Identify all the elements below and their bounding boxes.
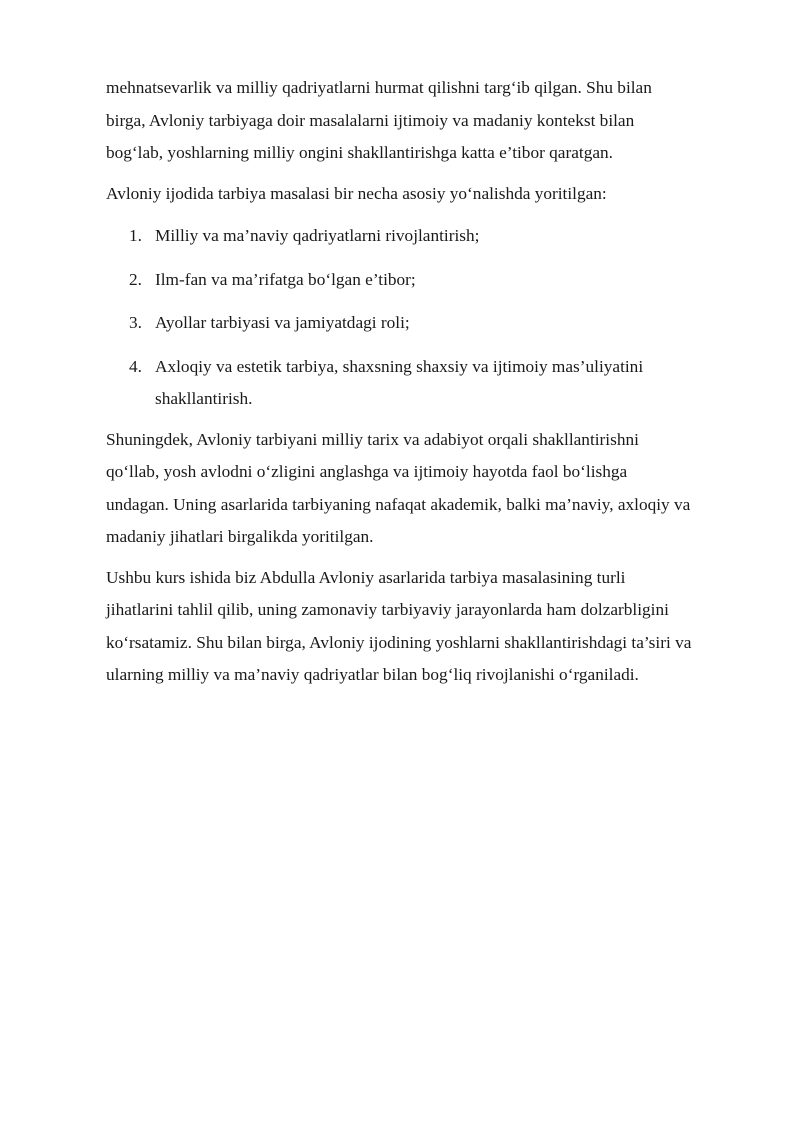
list-item <box>106 220 756 253</box>
list-item <box>106 307 756 340</box>
list-number: 4. <box>129 356 142 376</box>
text-line: Shuningdek, Avloniy tarbiyani milliy tarix va adabiyot orqali shakllantirishni <box>106 429 639 449</box>
list-item-text <box>155 351 756 416</box>
text-line: jihatlarini tahlil qilib, uning zamonaviy tarbiyaviy jarayonlarda ham dolzarbligini <box>106 600 669 619</box>
list-item <box>106 351 756 416</box>
text-line: undagan. Uning asarlarida tarbiyaning nafaqat akademik, balki ma’naviy, axloqiy va <box>106 494 691 514</box>
text-line: madaniy jihatlari birgalikda yoritilgan. <box>106 527 374 546</box>
text-line: Ayollar tarbiyasi va jamiyatdagi roli; <box>155 313 410 332</box>
list-item-text <box>155 264 756 297</box>
text-line: Ushbu kurs ishida biz Abdulla Avloniy asarlarida tarbiya masalasining turli <box>106 567 626 587</box>
text-line: Axloqiy va estetik tarbiya, shaxsning shaxsiy va ijtimoiy mas’uliyatini <box>155 356 644 376</box>
list-number: 2. <box>129 269 142 289</box>
text-line: mehnatsevarlik va milliy qadriyatlarni hurmat qilishni targ‘ib qilgan. Shu bilan <box>106 78 652 97</box>
list-number: 3. <box>129 313 142 332</box>
list-item <box>106 264 756 297</box>
text-line: ko‘rsatamiz. Shu bilan birga, Avloniy ijodining yoshlarni shakllantirishdagi ta’siri va <box>106 632 692 652</box>
paragraph-list-lead: Avloniy ijodida tarbiya masalasi bir necha asosiy yo‘nalishda yoritilgan: <box>106 183 607 203</box>
text-line: shakllantirish. <box>155 389 253 408</box>
text-line: bog‘lab, yoshlarning milliy ongini shakllantirishga katta e’tibor qaratgan. <box>106 143 613 162</box>
list-number: 1. <box>129 226 142 245</box>
list-item-text <box>155 307 756 340</box>
text-line: qo‘llab, yosh avlodni o‘zligini anglashga va ijtimoiy hayotda faol bo‘lishga <box>106 462 628 481</box>
paragraph-intro <box>106 72 756 170</box>
text-line: Ilm-fan va ma’rifatga bo‘lgan e’tibor; <box>155 269 416 289</box>
numbered-list <box>106 220 756 416</box>
paragraph-conclusion <box>106 562 756 692</box>
document-page <box>106 72 756 692</box>
paragraph-history <box>106 424 756 554</box>
text-line: birga, Avloniy tarbiyaga doir masalalarni ijtimoiy va madaniy kontekst bilan <box>106 110 635 130</box>
text-line: Milliy va ma’naviy qadriyatlarni rivojlantirish; <box>155 226 480 245</box>
text-line: ularning milliy va ma’naviy qadriyatlar bilan bog‘liq rivojlanishi o‘rganiladi. <box>106 665 639 684</box>
list-item-text <box>155 220 756 253</box>
